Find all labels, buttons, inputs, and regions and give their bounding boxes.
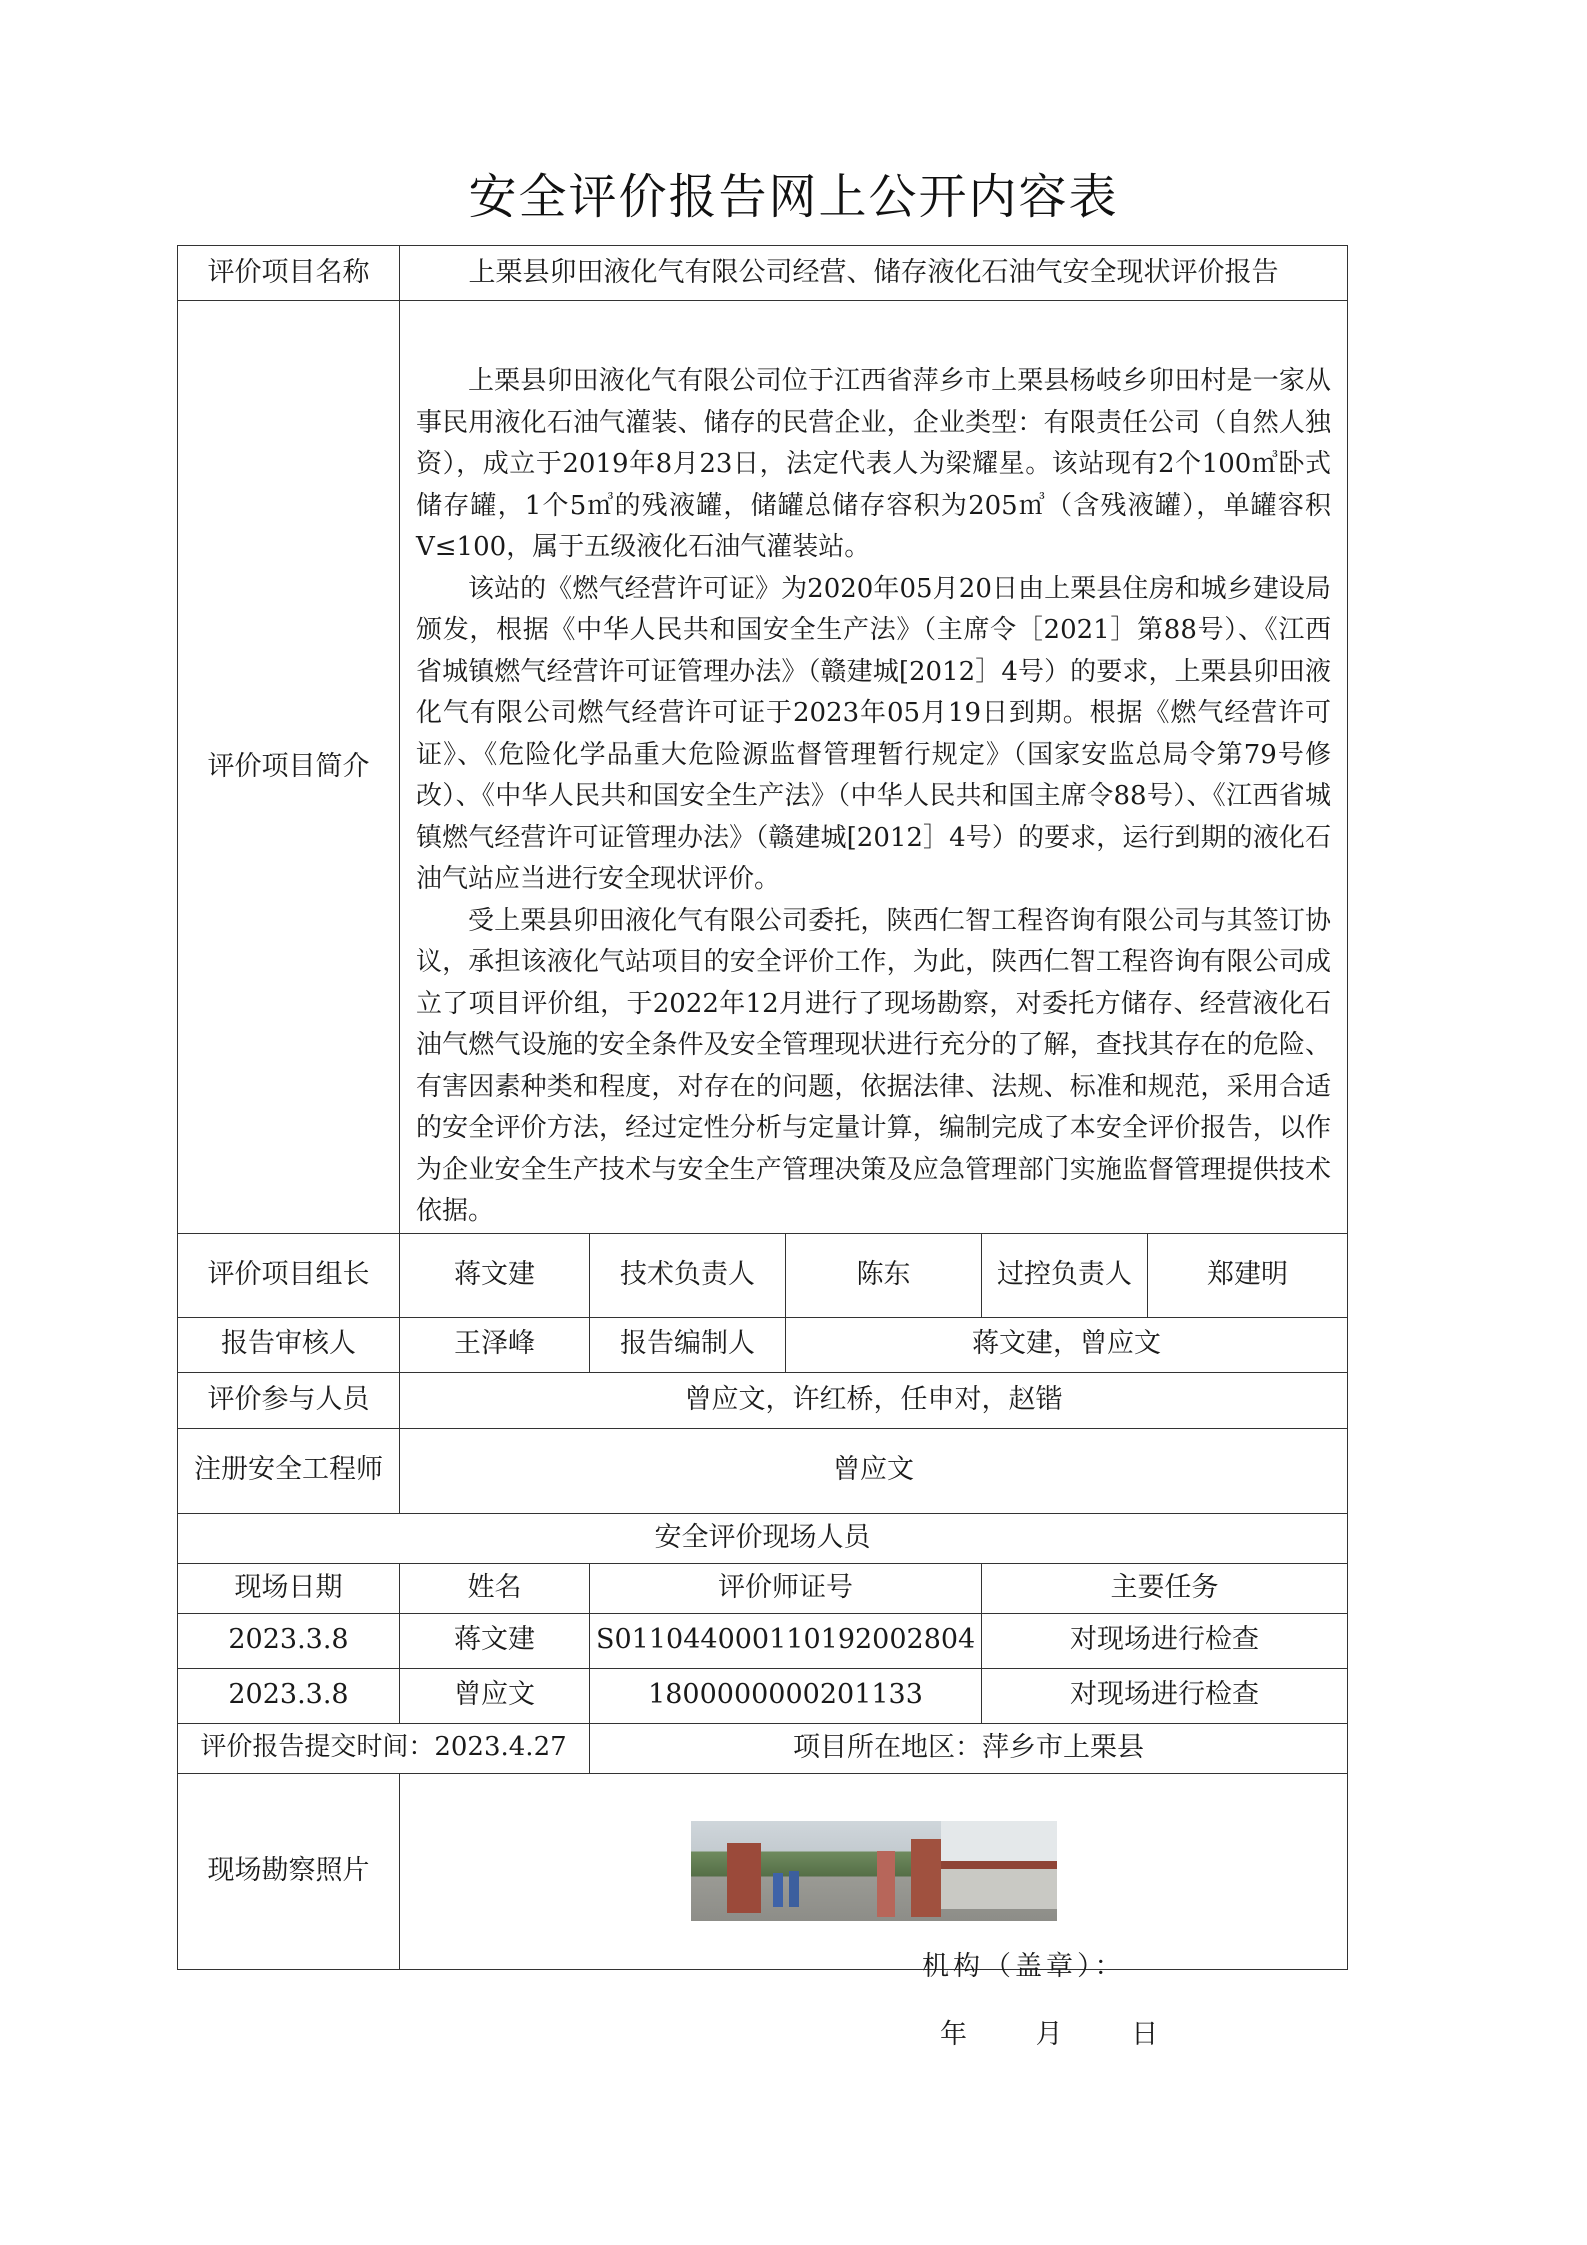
engineer-label: 注册安全工程师 <box>178 1428 400 1513</box>
column-header: 主要任务 <box>982 1563 1348 1613</box>
process-label: 过控负责人 <box>982 1233 1148 1317</box>
date-day: 日 <box>1131 2019 1159 2050</box>
team-row <box>178 1233 1348 1317</box>
onsite-cert: S011044000110192002804 <box>590 1613 982 1668</box>
photo-wall <box>941 1861 1057 1909</box>
column-header: 现场日期 <box>178 1563 400 1613</box>
intro-paragraph: 上栗县卯田液化气有限公司位于江西省萍乡市上栗县杨岐乡卯田村是一家从事民用液化石油气灌装、储存的民营企业，企业类型：有限责任公司（自然人独资），成立于2019年8月23日，法定代表人为梁耀星。该站现有2个100㎥卧式储存罐，1个5㎥的残液罐，储罐总储存容积为205㎥（含残液罐），单罐容积V≤100，属于五级液化石油气灌装站。 <box>416 366 1332 562</box>
onsite-header: 安全评价现场人员 <box>178 1513 1348 1563</box>
photo-gate-pillar <box>911 1839 941 1917</box>
leader-label: 评价项目组长 <box>178 1233 400 1317</box>
page-title: 安全评价报告网上公开内容表 <box>468 169 1119 225</box>
reviewer-label: 报告审核人 <box>178 1317 400 1372</box>
photo-row <box>178 1773 1348 1969</box>
onsite-name: 蒋文建 <box>400 1613 590 1668</box>
photo-person <box>789 1871 799 1907</box>
project-name-value: 上栗县卯田液化气有限公司经营、储存液化石油气安全现状评价报告 <box>400 246 1348 301</box>
participants-row <box>178 1372 1348 1428</box>
photo-cell <box>400 1773 1348 1969</box>
date-year: 年 <box>940 2019 967 2050</box>
intro-content <box>400 301 1348 1234</box>
signature-date <box>940 2012 1218 2051</box>
report-table <box>177 245 1348 1970</box>
intro-label: 评价项目简介 <box>178 301 400 1234</box>
table-row <box>178 1613 1348 1668</box>
table-row <box>178 1668 1348 1723</box>
intro-paragraph: 受上栗县卯田液化气有限公司委托，陕西仁智工程咨询有限公司与其签订协议，承担该液化气站项目的安全评价工作，为此，陕西仁智工程咨询有限公司成立了项目评价组，于2022年12月进行了现场勘察，对委托方储存、经营液化石油气燃气设施的安全条件及安全管理现状进行充分的了解，查找其存在的危险、有害因素种类和程度，对存在的问题，依据法律、法规、标准和规范，采用合适的安全评价方法，经过定性分析与定量计算，编制完成了本安全评价报告，以作为企业安全生产技术与安全生产管理决策及应急管理部门实施监督管理提供技术依据。 <box>416 905 1332 1226</box>
column-header: 评价师证号 <box>590 1563 982 1613</box>
engineer-row <box>178 1428 1348 1513</box>
onsite-task: 对现场进行检查 <box>982 1613 1348 1668</box>
photo-gate-pillar <box>727 1843 761 1913</box>
onsite-name: 曾应文 <box>400 1668 590 1723</box>
project-name-label: 评价项目名称 <box>178 246 400 301</box>
onsite-columns-row <box>178 1563 1348 1613</box>
compiler-value: 蒋文建，曾应文 <box>786 1317 1348 1372</box>
intro-row <box>178 301 1348 1234</box>
participants-value: 曾应文，许红桥，任申对，赵锴 <box>400 1372 1348 1428</box>
process-value: 郑建明 <box>1148 1233 1348 1317</box>
photo-label: 现场勘察照片 <box>178 1773 400 1969</box>
date-month: 月 <box>1035 2019 1063 2050</box>
tech-value: 陈东 <box>786 1233 982 1317</box>
onsite-header-row <box>178 1513 1348 1563</box>
onsite-cert: 1800000000201133 <box>590 1668 982 1723</box>
tech-label: 技术负责人 <box>590 1233 786 1317</box>
submit-time: 评价报告提交时间：2023.4.27 <box>178 1723 590 1773</box>
organization-stamp: 机构（盖章）： <box>922 1951 1126 1982</box>
project-name-row <box>178 246 1348 301</box>
photo-person <box>773 1873 783 1907</box>
engineer-value: 曾应文 <box>400 1428 1348 1513</box>
project-region: 项目所在地区：萍乡市上栗县 <box>590 1723 1348 1773</box>
intro-paragraph: 该站的《燃气经营许可证》为2020年05月20日由上栗县住房和城乡建设局颁发，根据《中华人民共和国安全生产法》（主席令［2021］第88号）、《江西省城镇燃气经营许可证管理办法》（赣建城[2012］4号）的要求，上栗县卯田液化气有限公司燃气经营许可证于2023年05月19日到期。根据《燃气经营许可证》、《危险化学品重大危险源监督管理暂行规定》（国家安监总局令第79号修改）、《中华人民共和国安全生产法》（中华人民共和国主席令88号）、《江西省城镇燃气经营许可证管理办法》（赣建城[2012］4号）的要求，运行到期的液化石油气站应当进行安全现状评价。 <box>416 573 1332 894</box>
submit-row <box>178 1723 1348 1773</box>
photo-gate-pillar <box>877 1851 895 1917</box>
compiler-label: 报告编制人 <box>590 1317 786 1372</box>
onsite-date: 2023.3.8 <box>178 1668 400 1723</box>
onsite-task: 对现场进行检查 <box>982 1668 1348 1723</box>
onsite-date: 2023.3.8 <box>178 1613 400 1668</box>
column-header: 姓名 <box>400 1563 590 1613</box>
site-photo <box>691 1821 1057 1921</box>
photo-building <box>941 1821 1057 1861</box>
review-row <box>178 1317 1348 1372</box>
leader-value: 蒋文建 <box>400 1233 590 1317</box>
reviewer-value: 王泽峰 <box>400 1317 590 1372</box>
participants-label: 评价参与人员 <box>178 1372 400 1428</box>
